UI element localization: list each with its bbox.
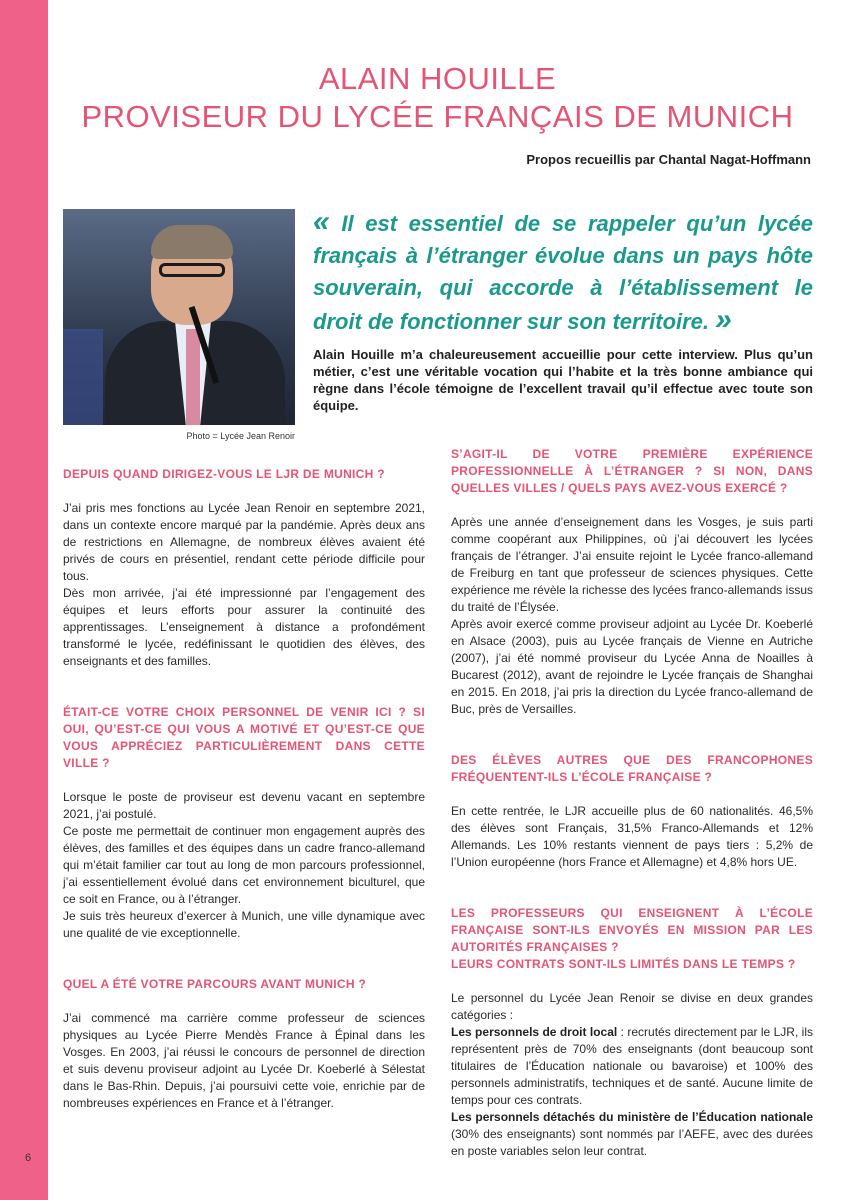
page-number: 6: [25, 1152, 32, 1164]
title-name: ALAIN HOUILLE: [318, 61, 557, 96]
section-label: LA GRANDE INTERVIEW: [36, 520, 51, 683]
answer-paragraph: Le personnel du Lycée Jean Renoir se divise en deux grandes catégories :: [451, 991, 813, 1022]
bold-term: Les personnels de droit local: [451, 1025, 618, 1039]
question-heading: QUEL A ÉTÉ VOTRE PARCOURS AVANT MUNICH ?: [63, 977, 367, 991]
bold-term: Les personnels détachés du ministère de l’Éducation nationale: [451, 1110, 813, 1124]
answer: [63, 1010, 425, 1112]
title-role: PROVISEUR DU LYCÉE FRANÇAIS DE MUNICH: [81, 99, 794, 134]
left-column: [63, 466, 425, 1112]
page-title: [60, 60, 815, 136]
pull-quote: [313, 206, 813, 338]
answer-paragraph: Dès mon arrivée, j’ai été impressionné par l’engagement des équipes et leurs efforts pour assurer la continuité des apprentissages. L’enseignement à distance a profondément transformé le lycée, redéfinissant le quotidien des élèves, des enseignants et des familles.: [63, 586, 425, 668]
quote-open-mark: «: [313, 205, 330, 238]
answer: [451, 514, 813, 718]
question-heading: ÉTAIT-CE VOTRE CHOIX PERSONNEL DE VENIR ICI ? SI OUI, QU’EST-CE QUI VOUS A MOTIVÉ ET QU’EST-CE QUE VOUS APPRÉCIEZ PARTICULIÈREMENT DANS CETTE VILLE ?: [63, 705, 425, 770]
photo-caption: Photo = Lycée Jean Renoir: [186, 431, 295, 441]
portrait-photo: [63, 209, 295, 425]
answer: [451, 803, 813, 871]
question-heading: S’AGIT-IL DE VOTRE PREMIÈRE EXPÉRIENCE PROFESSIONNELLE À L’ÉTRANGER ? SI NON, DANS QUELLES VILLES / QUELS PAYS AVEZ-VOUS EXERCÉ ?: [451, 447, 813, 495]
intro-paragraph: Alain Houille m’a chaleureusement accueillie pour cette interview. Plus qu’un métier, c’est une véritable vocation qui l’habite et la très bonne ambiance qui règne dans l’école témoigne de l’excellent travail qu’il effectue avec toute son équipe.: [313, 347, 813, 413]
answer-paragraph: Après avoir exercé comme proviseur adjoint au Lycée Dr. Koeberlé en Alsace (2003), puis au Lycée français de Vienne en Autriche (2007), j’ai été nommé proviseur du Lycée Anna de Noailles à Bucarest (2012), avant de rejoindre le Lycée français de Shanghai en 2015. En 2018, j’ai pris la direction du Lycée franco-allemand de Buc, près de Versailles.: [451, 617, 813, 716]
question-heading: DEPUIS QUAND DIRIGEZ-VOUS LE LJR DE MUNICH ?: [63, 467, 385, 481]
answer: [63, 500, 425, 670]
answer: [63, 789, 425, 942]
answer-paragraph: En cette rentrée, le LJR accueille plus de 60 nationalités. 46,5% des élèves sont Français, 31,5% Franco-Allemands et 12% Allemands. Les 10% restants viennent de pays tiers : 5,2% de l’Union européenne (hors France et Allemagne) et 4,8% hors UE.: [451, 804, 813, 869]
quote-close-mark: »: [715, 303, 732, 336]
answer-paragraph: Lorsque le poste de proviseur est devenu vacant en septembre 2021, j’ai postulé.: [63, 790, 425, 821]
answer-paragraph: Les personnels de droit local : recrutés directement par le LJR, ils représentent près de 70% des enseignants (dont beaucoup sont titulaires de l’Éducation nationale ou bavaroise) et 100% des personnels administratifs, techniques et de santé. Aucune limite de temps pour ces contrats.: [451, 1025, 814, 1107]
question-heading-2: LEURS CONTRATS SONT-ILS LIMITÉS DANS LE TEMPS ?: [451, 957, 796, 971]
answer-paragraph: Après une année d’enseignement dans les Vosges, je suis parti comme coopérant aux Philippines, où j’ai découvert les lycées français de l’étranger. J’ai ensuite rejoint le Lycée franco-allemand de Freiburg en tant que professeur de sciences physiques. Cette expérience me révèle la richesse des lycées franco-allemands issus du traité de l’Élysée.: [451, 515, 813, 614]
question-heading: DES ÉLÈVES AUTRES QUE DES FRANCOPHONES FRÉQUENTENT-ILS L’ÉCOLE FRANÇAISE ?: [451, 753, 813, 784]
answer-paragraph: Ce poste me permettait de continuer mon engagement auprès des élèves, des familles et des équipes dans un cadre franco-allemand qui m’était familier car tout au long de mon parcours professionnel, j’ai essentiellement évolué dans cet environnement biculturel, que ce soit en France, ou à l’étranger.: [63, 824, 425, 906]
answer-paragraph: J’ai pris mes fonctions au Lycée Jean Renoir en septembre 2021, dans un contexte encore marqué par la pandémie. Après deux ans de restrictions en Allemagne, de nombreux élèves avaient été privés de cours en présentiel, rendant cette période difficile pour tous.: [63, 501, 425, 583]
answer-paragraph: Les personnels détachés du ministère de l’Éducation nationale (30% des enseignants) sont nommés par l’AEFE, avec des durées en poste variables selon leur contrat.: [451, 1110, 813, 1158]
question-heading: LES PROFESSEURS QUI ENSEIGNENT À L’ÉCOLE FRANÇAISE SONT-ILS ENVOYÉS EN MISSION PAR LES AUTORITÉS FRANÇAISES ?: [451, 906, 813, 954]
right-column: [451, 446, 813, 1160]
quote-text: Il est essentiel de se rappeler qu’un lycée français à l’étranger évolue dans un pays hôte souverain, qui accorde à l’établissement le droit de fonctionner sur son territoire.: [313, 211, 813, 334]
byline: Propos recueillis par Chantal Nagat-Hoffmann: [526, 152, 811, 167]
answer: [451, 990, 813, 1160]
answer-paragraph: J’ai commencé ma carrière comme professeur de sciences physiques au Lycée Pierre Mendès France à Épinal dans les Vosges. En 2003, j’ai réussi le concours de personnel de direction et suis devenu proviseur adjoint au Lycée Dr. Koeberlé à Sélestat dans le Bas-Rhin. Depuis, j’ai poursuivi cette voie, enrichie par de nombreuses expériences en France et à l’étranger.: [63, 1011, 425, 1110]
answer-paragraph: Je suis très heureux d’exercer à Munich, une ville dynamique avec une qualité de vie exceptionnelle.: [63, 909, 425, 940]
